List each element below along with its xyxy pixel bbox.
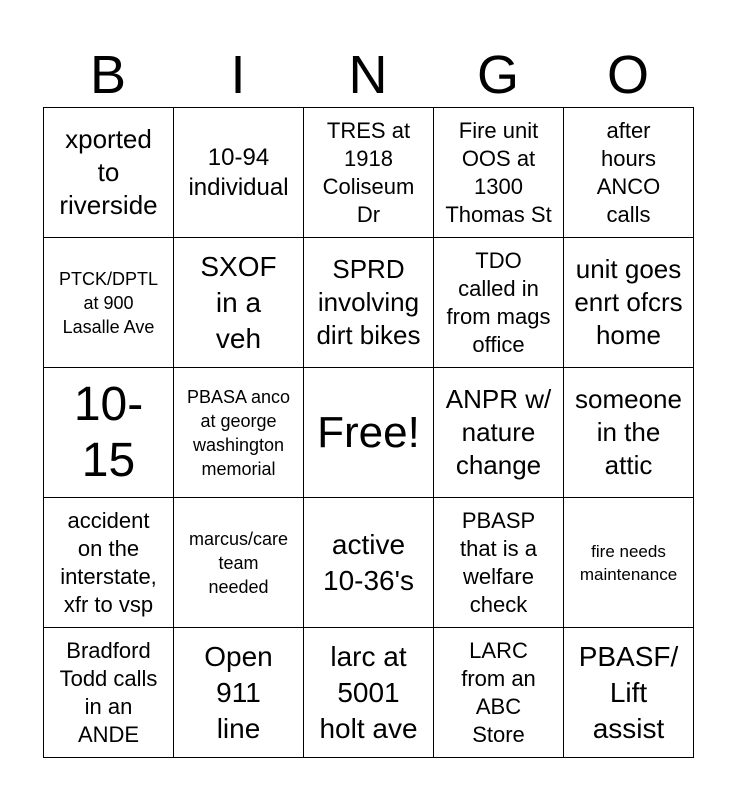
bingo-cell[interactable]: Bradford Todd calls in an ANDE xyxy=(44,628,174,758)
bingo-cell[interactable]: SXOF in a veh xyxy=(174,238,304,368)
board-row xyxy=(44,108,694,238)
bingo-cell[interactable]: LARC from an ABC Store xyxy=(434,628,564,758)
board-row xyxy=(44,498,694,628)
bingo-cell[interactable]: accident on the interstate, xfr to vsp xyxy=(44,498,174,628)
header-letter-n: N xyxy=(348,45,388,105)
header-letter-o: O xyxy=(606,45,649,105)
board-row xyxy=(44,628,694,758)
bingo-header xyxy=(43,44,693,106)
bingo-cell[interactable]: PTCK/DPTL at 900 Lasalle Ave xyxy=(44,238,174,368)
bingo-cell[interactable]: PBASP that is a welfare check xyxy=(434,498,564,628)
board-row xyxy=(44,368,694,498)
bingo-cell[interactable]: larc at 5001 holt ave xyxy=(304,628,434,758)
header-letter-b: B xyxy=(89,45,127,105)
bingo-cell[interactable]: fire needs maintenance xyxy=(564,498,694,628)
bingo-cell[interactable]: 10-94 individual xyxy=(174,108,304,238)
bingo-cell[interactable]: PBASF/ Lift assist xyxy=(564,628,694,758)
header-letter-g: G xyxy=(476,45,519,105)
bingo-cell[interactable]: marcus/care team needed xyxy=(174,498,304,628)
board-row xyxy=(44,238,694,368)
header-letter-i: I xyxy=(230,45,246,105)
bingo-cell[interactable]: TDO called in from mags office xyxy=(434,238,564,368)
bingo-cell[interactable]: active 10-36's xyxy=(304,498,434,628)
bingo-board xyxy=(43,107,694,758)
bingo-cell-free[interactable]: Free! xyxy=(304,368,434,498)
bingo-cell[interactable]: PBASA anco at george washington memorial xyxy=(174,368,304,498)
bingo-cell[interactable]: someone in the attic xyxy=(564,368,694,498)
bingo-cell[interactable]: Open 911 line xyxy=(174,628,304,758)
bingo-cell[interactable]: xported to riverside xyxy=(44,108,174,238)
bingo-cell[interactable]: after hours ANCO calls xyxy=(564,108,694,238)
bingo-cell[interactable]: 10- 15 xyxy=(44,368,174,498)
bingo-cell[interactable]: SPRD involving dirt bikes xyxy=(304,238,434,368)
bingo-cell[interactable]: unit goes enrt ofcrs home xyxy=(564,238,694,368)
bingo-cell[interactable]: TRES at 1918 Coliseum Dr xyxy=(304,108,434,238)
bingo-cell[interactable]: Fire unit OOS at 1300 Thomas St xyxy=(434,108,564,238)
bingo-cell[interactable]: ANPR w/ nature change xyxy=(434,368,564,498)
